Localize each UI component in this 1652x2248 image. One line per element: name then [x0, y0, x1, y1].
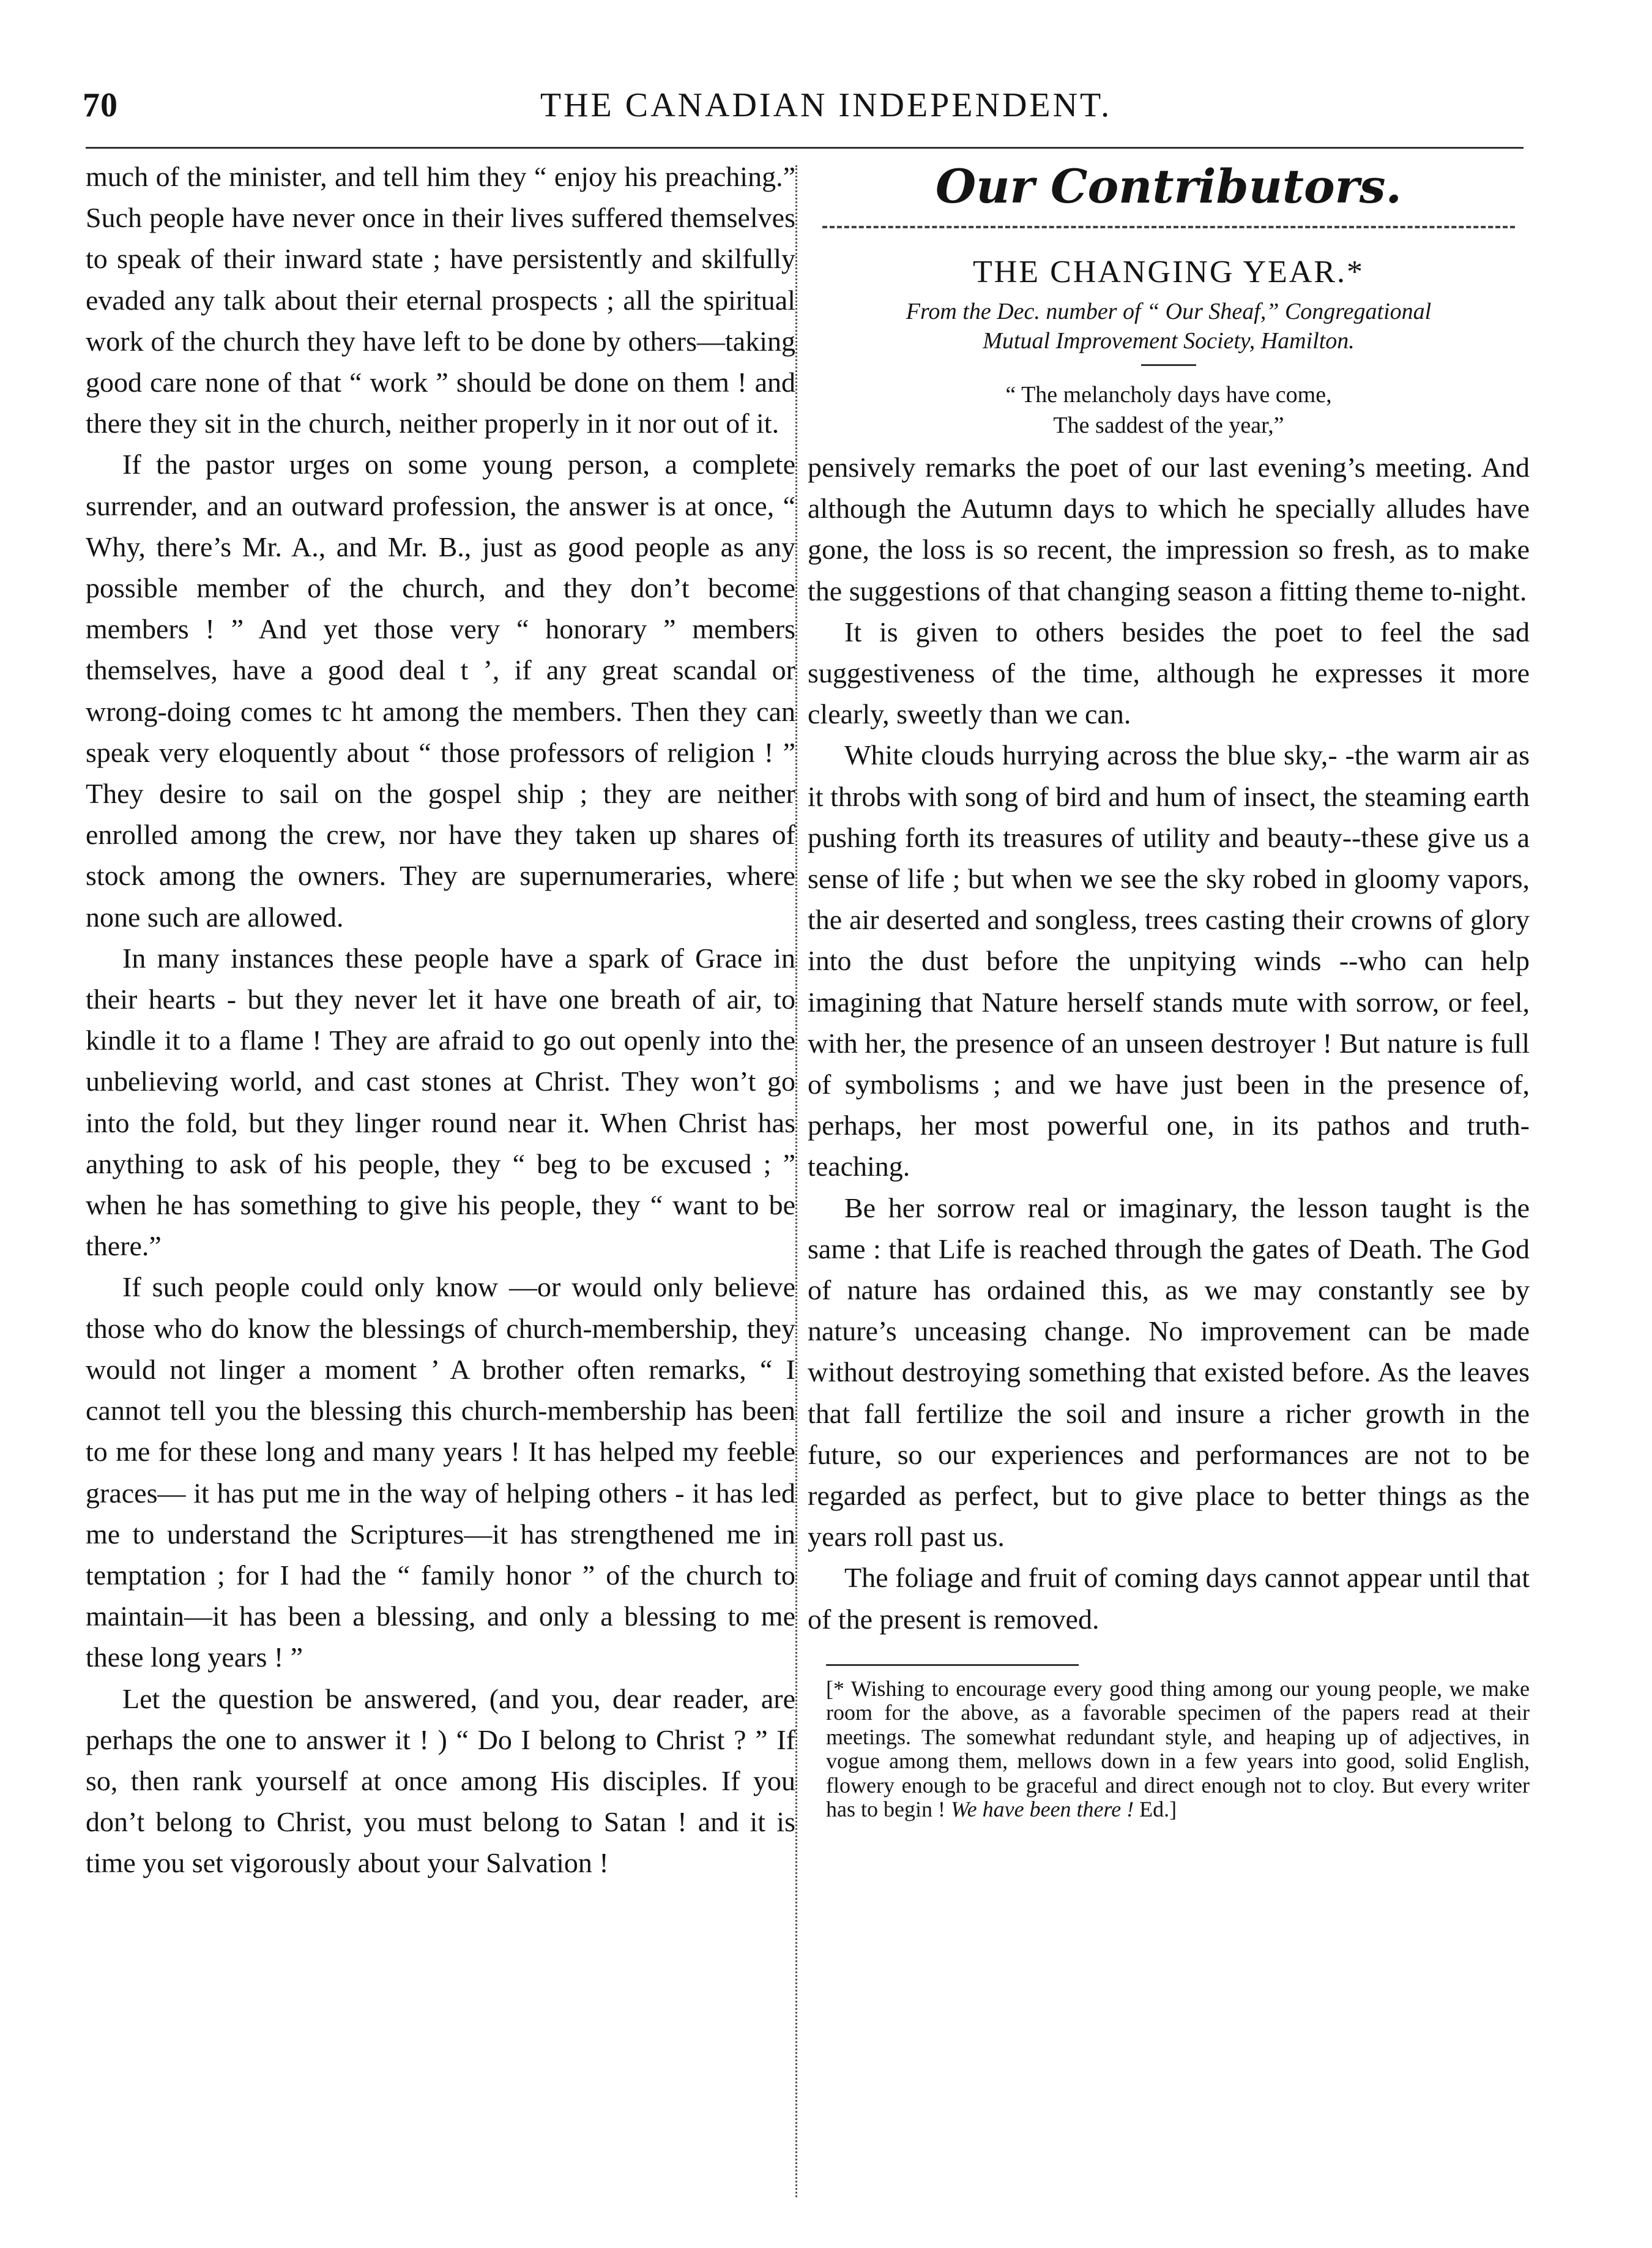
epigraph-line-1: “ The melancholy days have come, [1005, 382, 1332, 408]
right-column [808, 156, 1530, 1822]
right-paragraph-2: It is given to others besides the poet to feel the sad suggestiveness of the time, although he expresses it more clearly, sweetly than we can. [808, 616, 1530, 730]
left-paragraph-3: In many instances these people have a spark of Grace in their hearts - but they never let it have one breath of air, to kindle it to a flame ! They are afraid to go out openly into the unbelieving world, and cast stones at Christ. They won’t go into the fold, but they linger round near it. When Christ has anything to ask of his people, they “ beg to be excused ; ” when he has something to give his people, they “ want to be there.” [86, 942, 795, 1262]
article-source [808, 297, 1530, 356]
footnote-rule [826, 1664, 1079, 1666]
column-divider [795, 165, 797, 2197]
right-paragraph-4: Be her sorrow real or imaginary, the lesson taught is the same : that Life is reached through the gates of Death. The God of nature has ordained this, as we may constantly see by nature’s unceasing change. No improvement can be made without destroying something that existed before. As the leaves that fall fertilize the soil and insure a richer growth in the future, so our experiences and performances are not to be regarded as perfect, but to give place to better things as the years roll past us. [808, 1192, 1530, 1553]
running-title: THE CANADIAN INDEPENDENT. [540, 86, 1112, 124]
article-source-line-2: Mutual Improvement Society, Hamilton. [983, 328, 1355, 354]
article-title: THE CHANGING YEAR.* [972, 255, 1365, 289]
title-rule [1141, 364, 1196, 366]
epigraph [808, 379, 1530, 441]
page-number: 70 [83, 86, 118, 124]
page-header [83, 86, 1569, 141]
footnote-signature: Ed.] [1139, 1797, 1177, 1822]
left-paragraph-4: If such people could only know —or would only believe those who do know the blessings of church-membership, they would not linger a moment ’ A brother often remarks, “ I cannot tell you the blessing this church-membership has been to me for these long and many years ! It has helped my feeble graces— it has put me in the way of helping others - it has led me to understand the Scriptures—it has strengthened me in temptation ; for I had the “ family honor ” of the church to maintain—it has been a blessing, and only a blessing to me these long years ! ” [86, 1271, 795, 1673]
right-paragraph-5: The foliage and fruit of coming days cannot appear until that of the present is removed. [808, 1562, 1530, 1635]
article-source-line-1: From the Dec. number of “ Our Sheaf,” Congregational [906, 299, 1432, 324]
left-paragraph-1: much of the minister, and tell him they “ enjoy his preaching.” Such people have never once in their lives suffered themselves to speak of their inward state ; have persistently and skilfully evaded any talk about their eternal prospects ; all the spiritual work of the church they have left to be done by others—taking good care none of that “ work ” should be done on them ! and there they sit in the church, neither properly in it nor out of it. [86, 161, 795, 439]
right-paragraph-3: White clouds hurrying across the blue sky,- -the warm air as it throbs with song of bird and hum of insect, the steaming earth pushing forth its treasures of utility and beauty--these give us a sense of life ; but when we see the sky robed in gloomy vapors, the air deserted and songless, trees casting their crowns of glory into the dust before the unpitying winds --who can help imagining that Nature herself stands mute with sorrow, or feel, with her, the presence of an unseen destroyer ! But nature is full of symbolisms ; and we have just been in the presence of, perhaps, her most powerful one, in its pathos and truth-teaching. [808, 739, 1530, 1182]
footnote-italic: We have been there ! [950, 1797, 1134, 1822]
left-paragraph-5: Let the question be answered, (and you, dear reader, are perhaps the one to answer it ! ) “ Do I belong to Christ ? ” If so, then rank yourself at once among His disciples. If you don’t belong to Christ, you must belong to Satan ! and it is time you set vigorously about your Salvation ! [86, 1682, 795, 1879]
editor-footnote [808, 1677, 1530, 1822]
left-paragraph-2: If the pastor urges on some young person, a complete surrender, and an outward profession, the answer is at once, “ Why, there’s Mr. A., and Mr. B., just as good people as any possible member of the church, and they don’t become members ! ” And yet those very “ honorary ” members themselves, have a good deal t ’, if any great scandal or wrong-doing comes tc ht among the members. Then they can speak very eloquently about “ those professors of religion ! ” They desire to sail on the gospel ship ; they are neither enrolled among the crew, nor have they taken up shares of stock among the owners. They are supernumeraries, where none such are allowed. [86, 449, 795, 933]
right-paragraph-1: pensively remarks the poet of our last evening’s meeting. And although the Autumn days to which he specially alludes have gone, the loss is so recent, the impression so fresh, as to make the suggestions of that changing season a fitting theme to-night. [808, 452, 1530, 607]
header-rule [86, 147, 1524, 149]
section-heading: Our Contributors. [936, 159, 1402, 214]
section-rule [822, 226, 1516, 228]
epigraph-line-2: The saddest of the year,” [1053, 413, 1284, 438]
left-column [86, 156, 795, 1884]
footnote-text: [* Wishing to encourage every good thing among our young people, we make room for the above, as a favorable specimen of the papers read at their meetings. The somewhat redundant style, and heaping up of adjectives, in vogue among them, mellows down in a few years into good, solid English, flowery enough to be graceful and direct enough not to cloy. But every writer has to begin ! [826, 1676, 1530, 1822]
